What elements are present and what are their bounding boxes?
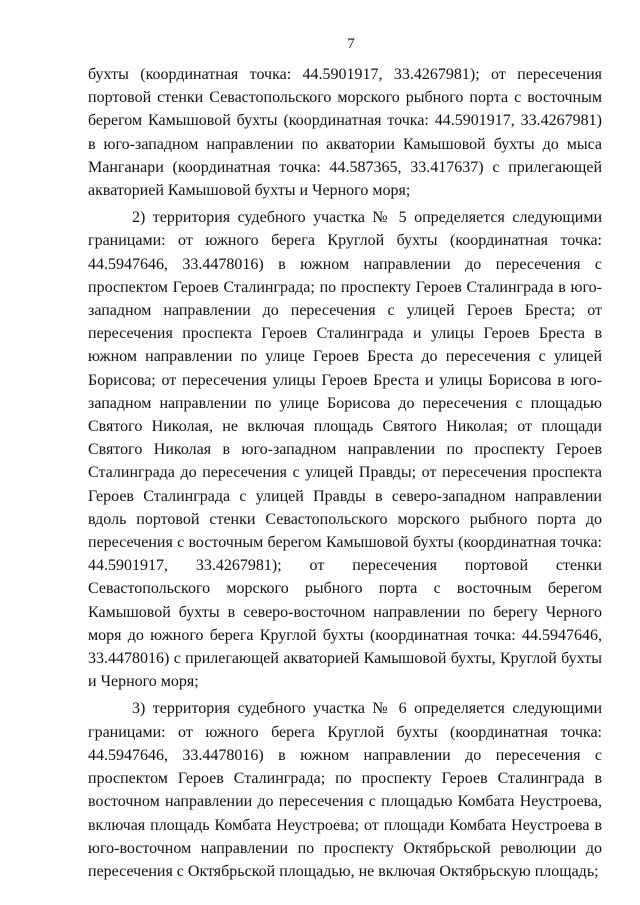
- paragraph-continuation: бухты (координатная точка: 44.5901917, 33.4267981); от пересечения портовой стенки Севастопольского морского рыбного порта с восточным берегом Камышовой бухты (координатная точка: 44.5901917, 33.4267981) в юго-западном направлении по акватории Камышовой бухты до мыса Манганари (координатная точка: 44.587365, 33.417637) с прилегающей акваторией Камышовой бухты и Черного моря;: [88, 66, 602, 200]
- paragraph-item-2: 2) территория судебного участка № 5 определяется следующими границами: от южного берега Круглой бухты (координатная точка: 44.5947646, 33.4478016) в южном направлении до пересечения с проспектом Героев Сталинграда; по проспекту Героев Сталинграда в юго-западном направлении до пересечения с улицей Героев Бреста; от пересечения проспекта Героев Сталинграда и улицы Героев Бреста в южном направлении по улице Героев Бреста до пересечения с улицей Борисова; от пересечения улицы Героев Бреста и улицы Борисова в юго-западном направлении по улице Борисова до пересечения с площадью Святого Николая, не включая площадь Святого Николая; от площади Святого Николая в юго-западном направлении по проспекту Героев Сталинграда до пересечения с улицей Правды; от пересечения проспекта Героев Сталинграда с улицей Правды в северо-западном направлении вдоль портовой стенки Севастопольского морского рыбного порта до пересечения с восточным берегом Камышовой бухты (координатная точка: 44.5901917, 33.4267981); от пересечения портовой стенки Севастопольского морского рыбного порта с восточным берегом Камышовой бухты в северо-восточном направлении по берегу Черного моря до южного берега Круглой бухты (координатная точка: 44.5947646, 33.4478016) с прилегающей акваторией Камышовой бухты, Круглой бухты и Черного моря;: [88, 209, 602, 691]
- paragraph-item-3: 3) территория судебного участка № 6 определяется следующими границами: от южного берега Круглой бухты (координатная точка: 44.5947646, 33.4478016) в южном направлении до пересечения с проспектом Героев Сталинграда; по проспекту Героев Сталинграда в восточном направлении до пересечения с площадью Комбата Неустроева, включая площадь Комбата Неустроева; от площади Комбата Неустроева в юго-восточном направлении по проспекту Октябрьской революции до пересечения с Октябрьской площадью, не включая Октябрьскую площадь;: [88, 700, 602, 880]
- page-number: 7: [347, 36, 355, 52]
